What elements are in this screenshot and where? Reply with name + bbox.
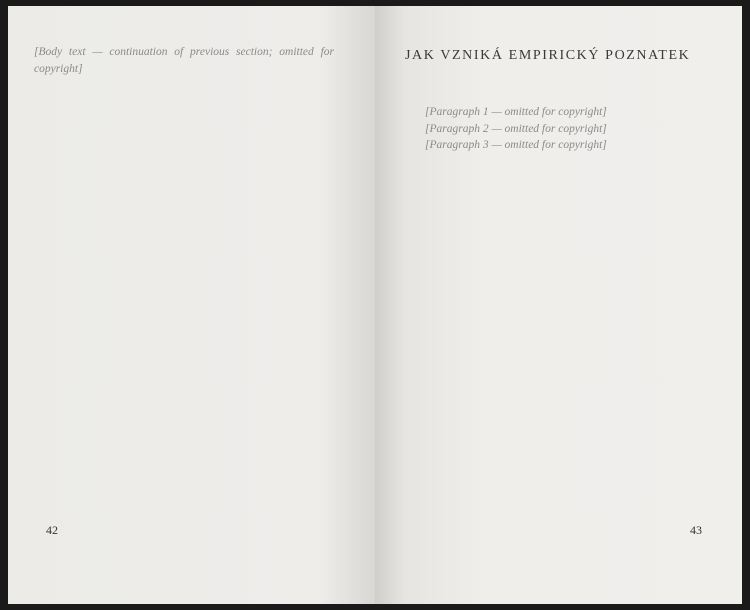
page-number-left: 42 bbox=[46, 523, 58, 537]
book-spread bbox=[8, 6, 742, 604]
right-page bbox=[375, 6, 742, 604]
left-page bbox=[8, 6, 375, 604]
right-page-body bbox=[407, 104, 711, 154]
chapter-heading: JAK VZNIKÁ EMPIRICKÝ POZNATEK bbox=[405, 48, 691, 63]
right-paragraph: [Paragraph 2 — omitted for copyright] bbox=[425, 122, 607, 135]
page-number-right: 43 bbox=[690, 523, 702, 537]
right-paragraph: [Paragraph 3 — omitted for copyright] bbox=[425, 139, 607, 152]
right-paragraph: [Paragraph 1 — omitted for copyright] bbox=[425, 106, 607, 118]
left-paragraph: [Body text — continuation of previous section; omitted for copyright] bbox=[34, 46, 334, 75]
left-page-body bbox=[34, 44, 334, 77]
